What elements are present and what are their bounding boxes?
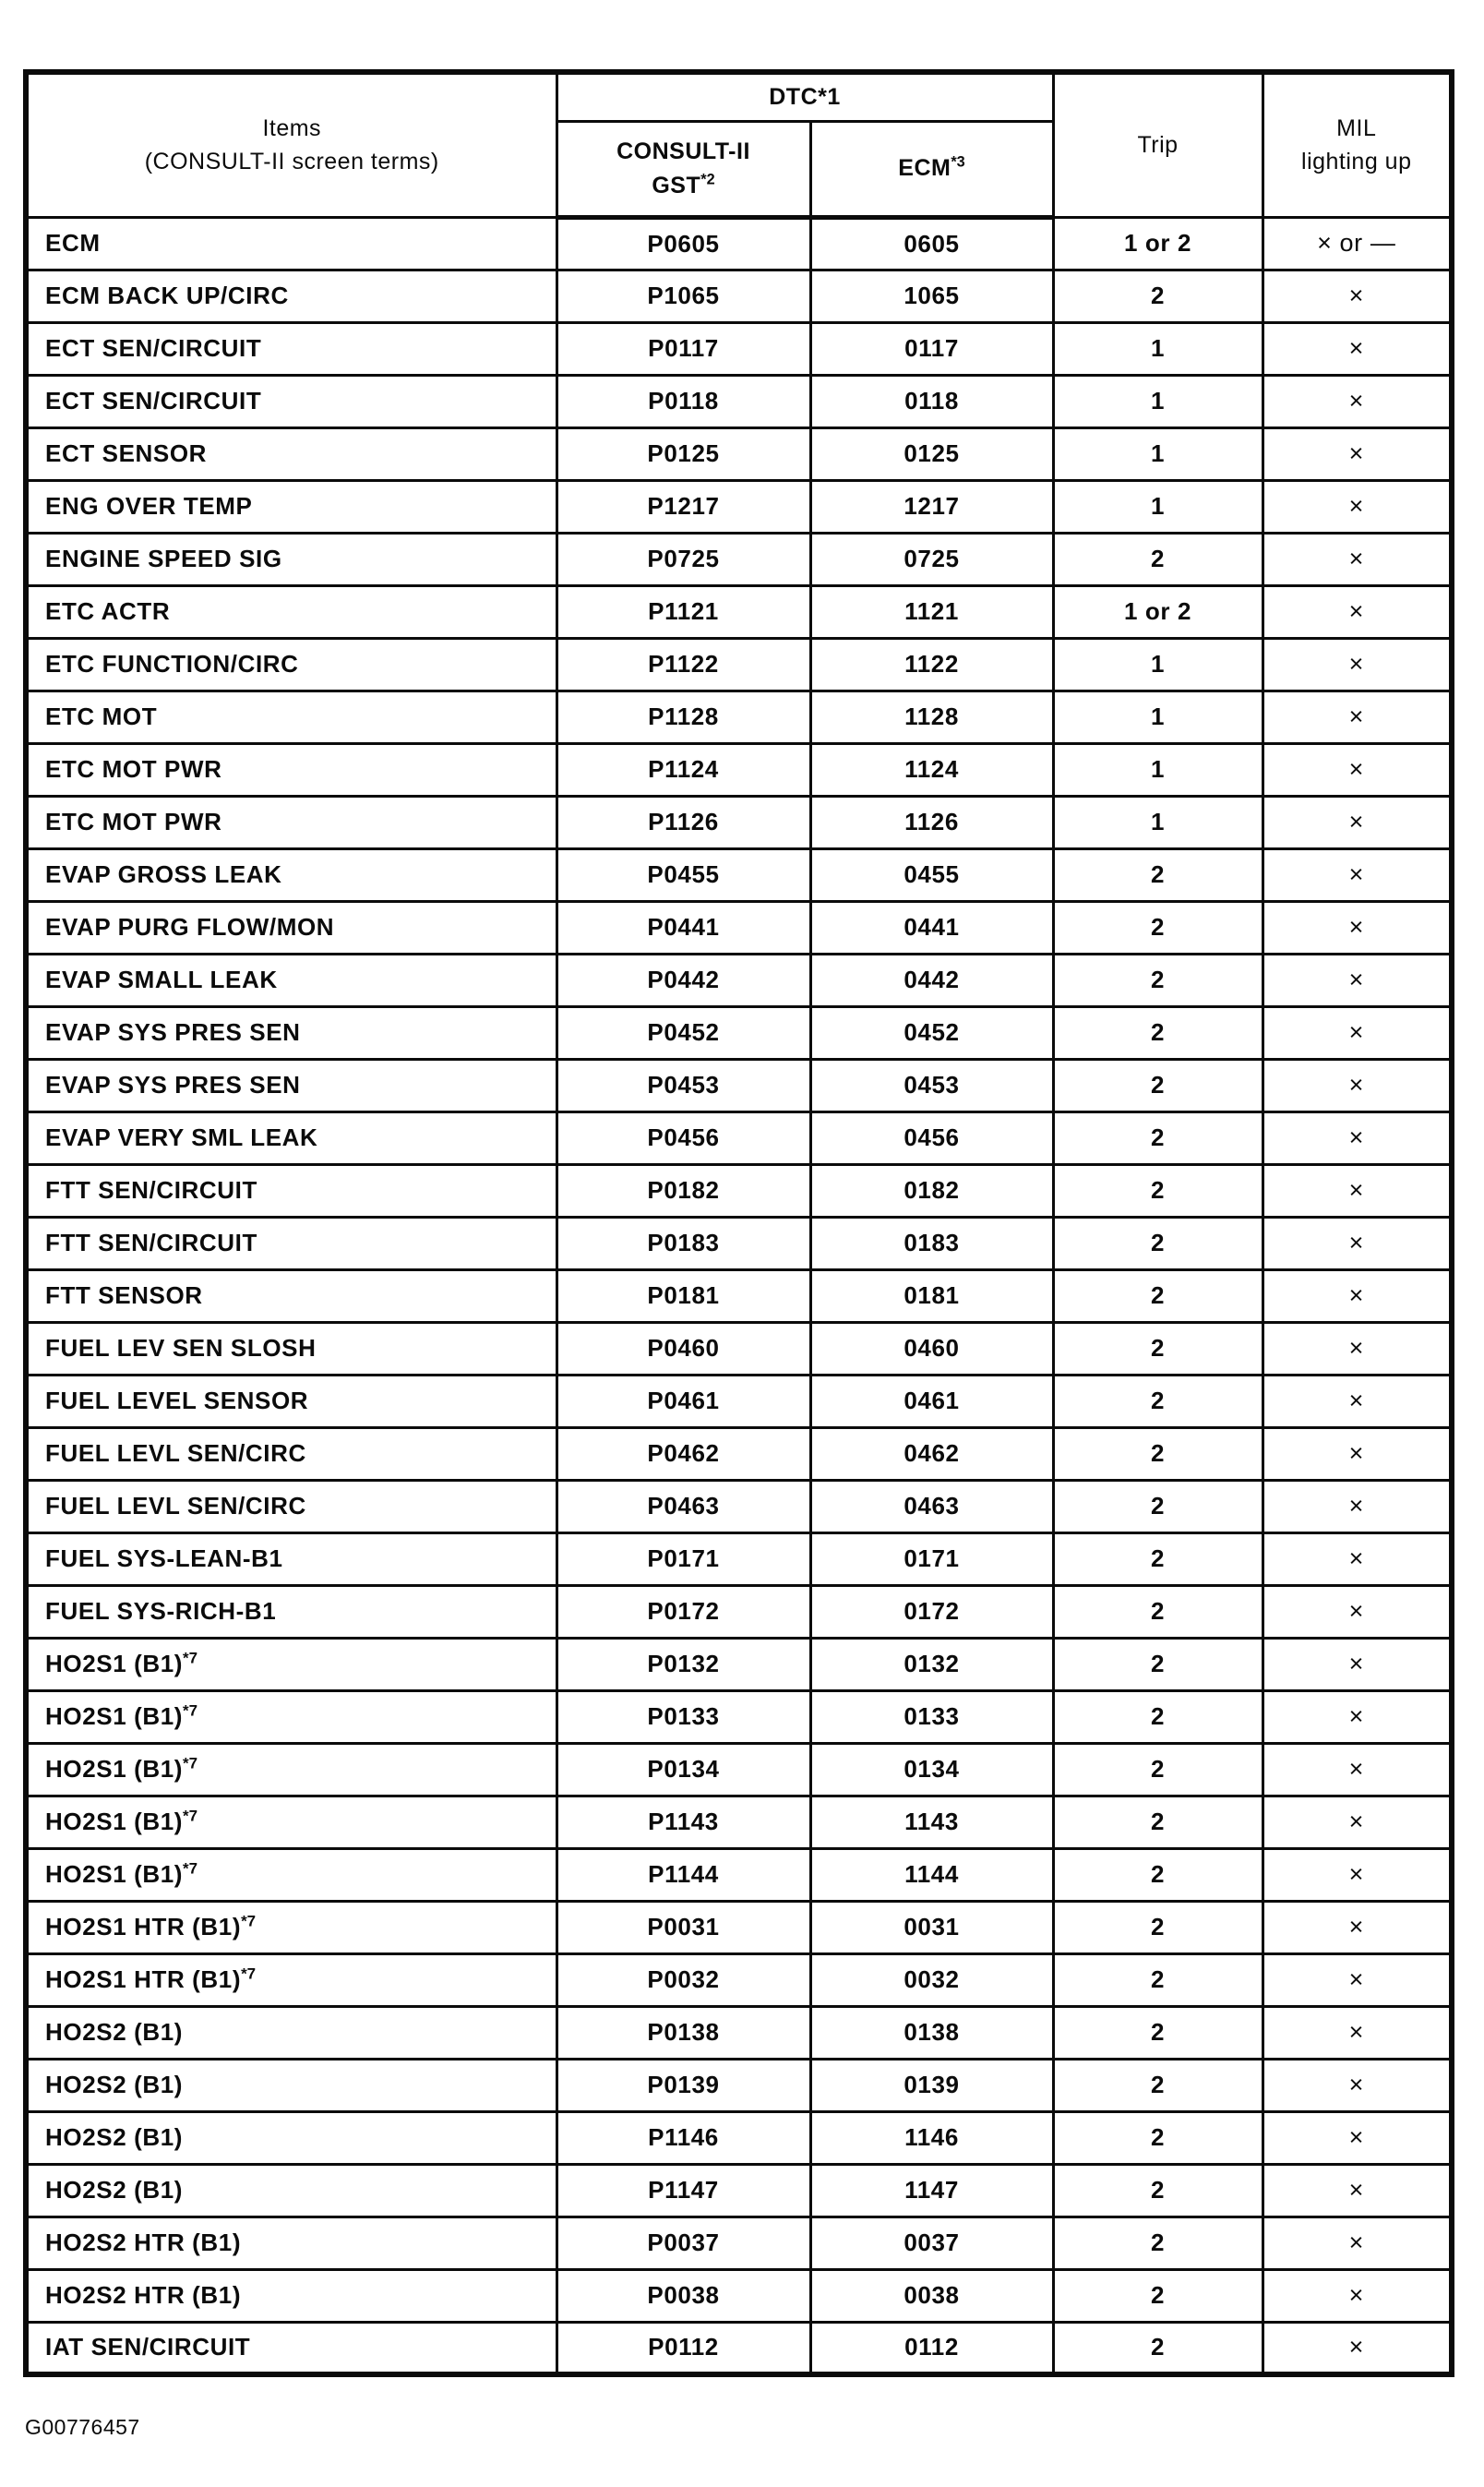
gst-code-cell: P0171 [556,1532,810,1585]
item-cell: HO2S1 HTR $(B1)^{*7}$ [26,1901,556,1953]
ecm-code-cell: 0134 [810,1743,1053,1796]
trip-cell: 2 [1053,1848,1263,1901]
trip-cell: 2 [1053,848,1263,901]
trip-cell: 2 [1053,901,1263,954]
table-row [26,322,1452,375]
trip-cell: 2 [1053,2111,1263,2164]
trip-cell: 2 [1053,1059,1263,1111]
item-cell: FUEL LEVL SEN/CIRC [26,1427,556,1480]
trip-cell: 2 [1053,1901,1263,1953]
trip-cell: 1 [1053,796,1263,848]
item-superscript: *7 [183,1754,198,1772]
table-row [26,217,1452,270]
gst-code-cell: P0125 [556,427,810,480]
item-cell: HO2S1 HTR $(B1)^{*7}$ [26,1953,556,2006]
item-cell: ECM [26,217,556,270]
gst-code-cell: P1122 [556,638,810,691]
table-row [26,270,1452,322]
item-cell: ETC MOT PWR [26,743,556,796]
ecm-code-cell: 0452 [810,1006,1053,1059]
header-items-line1: Items [262,115,322,141]
table-row [26,901,1452,954]
mil-cell: × [1263,1743,1452,1796]
ecm-code-cell: 0139 [810,2059,1053,2111]
gst-code-cell: P0452 [556,1006,810,1059]
trip-cell: 1 [1053,691,1263,743]
mil-cell: × [1263,2269,1452,2322]
mil-cell: × [1263,1322,1452,1375]
gst-code-cell: P0441 [556,901,810,954]
mil-cell: × [1263,427,1452,480]
item-cell: HO2S2 (B1) [26,2111,556,2164]
trip-cell: 2 [1053,1690,1263,1743]
gst-code-cell: P0132 [556,1638,810,1690]
table-row [26,1111,1452,1164]
item-cell: FUEL LEV SEN SLOSH [26,1322,556,1375]
mil-cell: × [1263,2322,1452,2374]
gst-code-cell: P0139 [556,2059,810,2111]
mil-cell: × [1263,1111,1452,1164]
gst-code-cell: P0725 [556,533,810,585]
header-items [26,72,556,217]
item-cell: FUEL LEVL SEN/CIRC [26,1480,556,1532]
item-cell: ENG OVER TEMP [26,480,556,533]
gst-code-cell: P0112 [556,2322,810,2374]
trip-cell: 2 [1053,533,1263,585]
gst-code-cell: P1146 [556,2111,810,2164]
table-row [26,1901,1452,1953]
mil-cell: × [1263,1006,1452,1059]
header-mil-line1: MIL [1336,115,1377,141]
mil-cell: × [1263,1532,1452,1585]
gst-code-cell: P0461 [556,1375,810,1427]
ecm-code-cell: 0183 [810,1217,1053,1269]
header-ecm-superscript: *3 [951,154,965,172]
mil-cell: × [1263,375,1452,427]
table-row [26,2269,1452,2322]
item-cell: HO2S1 $(B1)^{*7}$ [26,1796,556,1848]
header-trip: Trip [1053,72,1263,217]
header-items-line2: (CONSULT-II screen terms) [144,149,439,175]
table-row [26,2059,1452,2111]
trip-cell: 2 [1053,2217,1263,2269]
ecm-code-cell: 0441 [810,901,1053,954]
header-consult-gst [556,121,810,217]
trip-cell: 2 [1053,2059,1263,2111]
item-superscript: *7 [241,1964,257,1983]
item-cell: ETC ACTR [26,585,556,638]
item-cell: HO2S2 HTR (B1) [26,2269,556,2322]
item-superscript: *7 [241,1912,257,1930]
ecm-code-cell: 0117 [810,322,1053,375]
item-cell: FTT SEN/CIRCUIT [26,1164,556,1217]
mil-cell: × [1263,2111,1452,2164]
gst-code-cell: P0037 [556,2217,810,2269]
ecm-code-cell: 0453 [810,1059,1053,1111]
table-row [26,2217,1452,2269]
gst-code-cell: P0133 [556,1690,810,1743]
mil-cell: × [1263,270,1452,322]
item-cell: ECT SEN/CIRCUIT [26,322,556,375]
header-mil [1263,72,1452,217]
ecm-code-cell: 0725 [810,533,1053,585]
trip-cell: 2 [1053,2269,1263,2322]
table-row [26,1953,1452,2006]
ecm-code-cell: 1147 [810,2164,1053,2217]
ecm-code-cell: 0133 [810,1690,1053,1743]
mil-cell: × [1263,1585,1452,1638]
gst-code-cell: P1121 [556,585,810,638]
trip-cell: 2 [1053,1217,1263,1269]
trip-cell: 2 [1053,1164,1263,1217]
gst-code-cell: P0172 [556,1585,810,1638]
gst-code-cell: P1143 [556,1796,810,1848]
table-row [26,2322,1452,2374]
ecm-code-cell: 0032 [810,1953,1053,2006]
item-cell: HO2S1 $(B1)^{*7}$ [26,1848,556,1901]
gst-code-cell: P1065 [556,270,810,322]
ecm-code-cell: 1217 [810,480,1053,533]
ecm-code-cell: 0442 [810,954,1053,1006]
gst-code-cell: P1147 [556,2164,810,2217]
item-superscript: *7 [183,1649,198,1667]
item-cell: EVAP SYS PRES SEN [26,1059,556,1111]
table-row [26,1690,1452,1743]
item-superscript: *7 [183,1701,198,1720]
gst-code-cell: P0038 [556,2269,810,2322]
trip-cell: 2 [1053,1375,1263,1427]
item-cell: ETC MOT PWR [26,796,556,848]
item-cell: ECT SEN/CIRCUIT [26,375,556,427]
item-cell: EVAP SYS PRES SEN [26,1006,556,1059]
table-row [26,1585,1452,1638]
dtc-rows [26,217,1452,2374]
table-row [26,585,1452,638]
table-row [26,638,1452,691]
mil-cell: × [1263,796,1452,848]
gst-code-cell: P1217 [556,480,810,533]
ecm-code-cell: 0031 [810,1901,1053,1953]
mil-cell: × [1263,322,1452,375]
header-consult-gst-line1: CONSULT-II [616,138,750,165]
item-cell: HO2S1 $(B1)^{*7}$ [26,1638,556,1690]
trip-cell: 2 [1053,954,1263,1006]
ecm-code-cell: 0038 [810,2269,1053,2322]
mil-cell: × [1263,954,1452,1006]
trip-cell: 1 [1053,480,1263,533]
table-row [26,1375,1452,1427]
mil-cell: × [1263,2059,1452,2111]
trip-cell: 2 [1053,2322,1263,2374]
mil-cell: × [1263,533,1452,585]
item-cell: HO2S2 (B1) [26,2006,556,2059]
trip-cell: 2 [1053,1322,1263,1375]
item-cell: EVAP VERY SML LEAK [26,1111,556,1164]
mil-cell: × [1263,480,1452,533]
ecm-code-cell: 0132 [810,1638,1053,1690]
item-cell: ECM BACK UP/CIRC [26,270,556,322]
header-consult-gst-line2: GST$^{*2}$ [652,171,715,198]
trip-cell: 1 [1053,743,1263,796]
table-row [26,1480,1452,1532]
ecm-code-cell: 0125 [810,427,1053,480]
mil-cell: × [1263,1848,1452,1901]
dtc-table [23,69,1454,2377]
gst-code-cell: P0605 [556,217,810,270]
item-cell: FUEL SYS-LEAN-B1 [26,1532,556,1585]
trip-cell: 2 [1053,1638,1263,1690]
mil-cell: × or — [1263,217,1452,270]
dtc-table-header [26,72,1452,217]
header-dtc: DTC*1 [556,72,1053,121]
ecm-code-cell: 0463 [810,1480,1053,1532]
table-row [26,1427,1452,1480]
gst-code-cell: P0460 [556,1322,810,1375]
mil-cell: × [1263,1690,1452,1743]
ecm-code-cell: 0118 [810,375,1053,427]
ecm-code-cell: 0181 [810,1269,1053,1322]
gst-code-cell: P0032 [556,1953,810,2006]
gst-code-cell: P0118 [556,375,810,427]
table-row [26,1638,1452,1690]
mil-cell: × [1263,2164,1452,2217]
trip-cell: 2 [1053,1743,1263,1796]
trip-cell: 2 [1053,1427,1263,1480]
ecm-code-cell: 0455 [810,848,1053,901]
gst-code-cell: P1144 [556,1848,810,1901]
ecm-code-cell: 0112 [810,2322,1053,2374]
trip-cell: 1 or 2 [1053,585,1263,638]
ecm-code-cell: 1144 [810,1848,1053,1901]
gst-code-cell: P1128 [556,691,810,743]
trip-cell: 1 [1053,427,1263,480]
ecm-code-cell: 1065 [810,270,1053,322]
trip-cell: 2 [1053,1480,1263,1532]
table-row [26,743,1452,796]
trip-cell: 2 [1053,1269,1263,1322]
table-row [26,1164,1452,1217]
ecm-code-cell: 1128 [810,691,1053,743]
ecm-code-cell: 1124 [810,743,1053,796]
mil-cell: × [1263,1217,1452,1269]
gst-code-cell: P1124 [556,743,810,796]
item-cell: ETC FUNCTION/CIRC [26,638,556,691]
ecm-code-cell: 0182 [810,1164,1053,1217]
gst-code-cell: P1126 [556,796,810,848]
item-cell: FUEL LEVEL SENSOR [26,1375,556,1427]
ecm-code-cell: 1143 [810,1796,1053,1848]
mil-cell: × [1263,901,1452,954]
table-row [26,1848,1452,1901]
table-row [26,1796,1452,1848]
table-row [26,954,1452,1006]
trip-cell: 2 [1053,270,1263,322]
ecm-code-cell: 0605 [810,217,1053,270]
item-superscript: *7 [183,1807,198,1825]
table-row [26,1743,1452,1796]
ecm-code-cell: 0462 [810,1427,1053,1480]
gst-code-cell: P0463 [556,1480,810,1532]
mil-cell: × [1263,1164,1452,1217]
gst-code-cell: P0031 [556,1901,810,1953]
trip-cell: 2 [1053,2164,1263,2217]
table-row [26,1059,1452,1111]
gst-code-cell: P0181 [556,1269,810,1322]
item-cell: FUEL SYS-RICH-B1 [26,1585,556,1638]
item-cell: HO2S2 HTR (B1) [26,2217,556,2269]
ecm-code-cell: 1126 [810,796,1053,848]
table-row [26,427,1452,480]
gst-code-cell: P0456 [556,1111,810,1164]
table-row [26,1006,1452,1059]
trip-cell: 1 or 2 [1053,217,1263,270]
table-row [26,1217,1452,1269]
table-row [26,1322,1452,1375]
table-row [26,1532,1452,1585]
mil-cell: × [1263,1796,1452,1848]
mil-cell: × [1263,691,1452,743]
gst-code-cell: P0183 [556,1217,810,1269]
table-row [26,848,1452,901]
trip-cell: 2 [1053,1006,1263,1059]
item-cell: HO2S2 (B1) [26,2059,556,2111]
ecm-code-cell: 1146 [810,2111,1053,2164]
mil-cell: × [1263,585,1452,638]
item-cell: FTT SENSOR [26,1269,556,1322]
ecm-code-cell: 0461 [810,1375,1053,1427]
gst-code-cell: P0442 [556,954,810,1006]
item-cell: ETC MOT [26,691,556,743]
trip-cell: 1 [1053,322,1263,375]
header-gst-superscript: *2 [700,171,715,188]
table-row [26,480,1452,533]
gst-code-cell: P0134 [556,1743,810,1796]
ecm-code-cell: 0171 [810,1532,1053,1585]
table-row [26,1269,1452,1322]
ecm-code-cell: 1122 [810,638,1053,691]
mil-cell: × [1263,1901,1452,1953]
header-mil-line2: lighting up [1301,149,1412,175]
mil-cell: × [1263,1375,1452,1427]
gst-code-cell: P0138 [556,2006,810,2059]
trip-cell: 1 [1053,638,1263,691]
item-cell: EVAP PURG FLOW/MON [26,901,556,954]
table-row [26,533,1452,585]
ecm-code-cell: 0172 [810,1585,1053,1638]
gst-code-cell: P0182 [556,1164,810,1217]
item-cell: IAT SEN/CIRCUIT [26,2322,556,2374]
item-cell: ECT SENSOR [26,427,556,480]
trip-cell: 2 [1053,1111,1263,1164]
trip-cell: 2 [1053,2006,1263,2059]
gst-code-cell: P0117 [556,322,810,375]
ecm-code-cell: 0138 [810,2006,1053,2059]
mil-cell: × [1263,2006,1452,2059]
mil-cell: × [1263,848,1452,901]
ecm-code-cell: 0460 [810,1322,1053,1375]
ecm-code-cell: 0456 [810,1111,1053,1164]
table-row [26,2111,1452,2164]
mil-cell: × [1263,1480,1452,1532]
figure-code: G00776457 [25,2415,140,2439]
table-row [26,796,1452,848]
mil-cell: × [1263,1269,1452,1322]
trip-cell: 2 [1053,1953,1263,2006]
mil-cell: × [1263,2217,1452,2269]
trip-cell: 1 [1053,375,1263,427]
item-cell: HO2S1 $(B1)^{*7}$ [26,1690,556,1743]
gst-code-cell: P0455 [556,848,810,901]
table-row [26,2164,1452,2217]
mil-cell: × [1263,1953,1452,2006]
trip-cell: 2 [1053,1796,1263,1848]
item-cell: HO2S1 $(B1)^{*7}$ [26,1743,556,1796]
trip-cell: 2 [1053,1532,1263,1585]
mil-cell: × [1263,638,1452,691]
item-cell: EVAP GROSS LEAK [26,848,556,901]
table-row [26,691,1452,743]
item-cell: EVAP SMALL LEAK [26,954,556,1006]
mil-cell: × [1263,1059,1452,1111]
ecm-code-cell: 0037 [810,2217,1053,2269]
ecm-code-cell: 1121 [810,585,1053,638]
table-row [26,375,1452,427]
gst-code-cell: P0462 [556,1427,810,1480]
item-superscript: *7 [183,1859,198,1878]
table-row [26,2006,1452,2059]
header-ecm: ECM$^{*3}$ [810,121,1053,217]
mil-cell: × [1263,743,1452,796]
mil-cell: × [1263,1427,1452,1480]
trip-cell: 2 [1053,1585,1263,1638]
item-cell: FTT SEN/CIRCUIT [26,1217,556,1269]
mil-cell: × [1263,1638,1452,1690]
gst-code-cell: P0453 [556,1059,810,1111]
item-cell: ENGINE SPEED SIG [26,533,556,585]
item-cell: HO2S2 (B1) [26,2164,556,2217]
